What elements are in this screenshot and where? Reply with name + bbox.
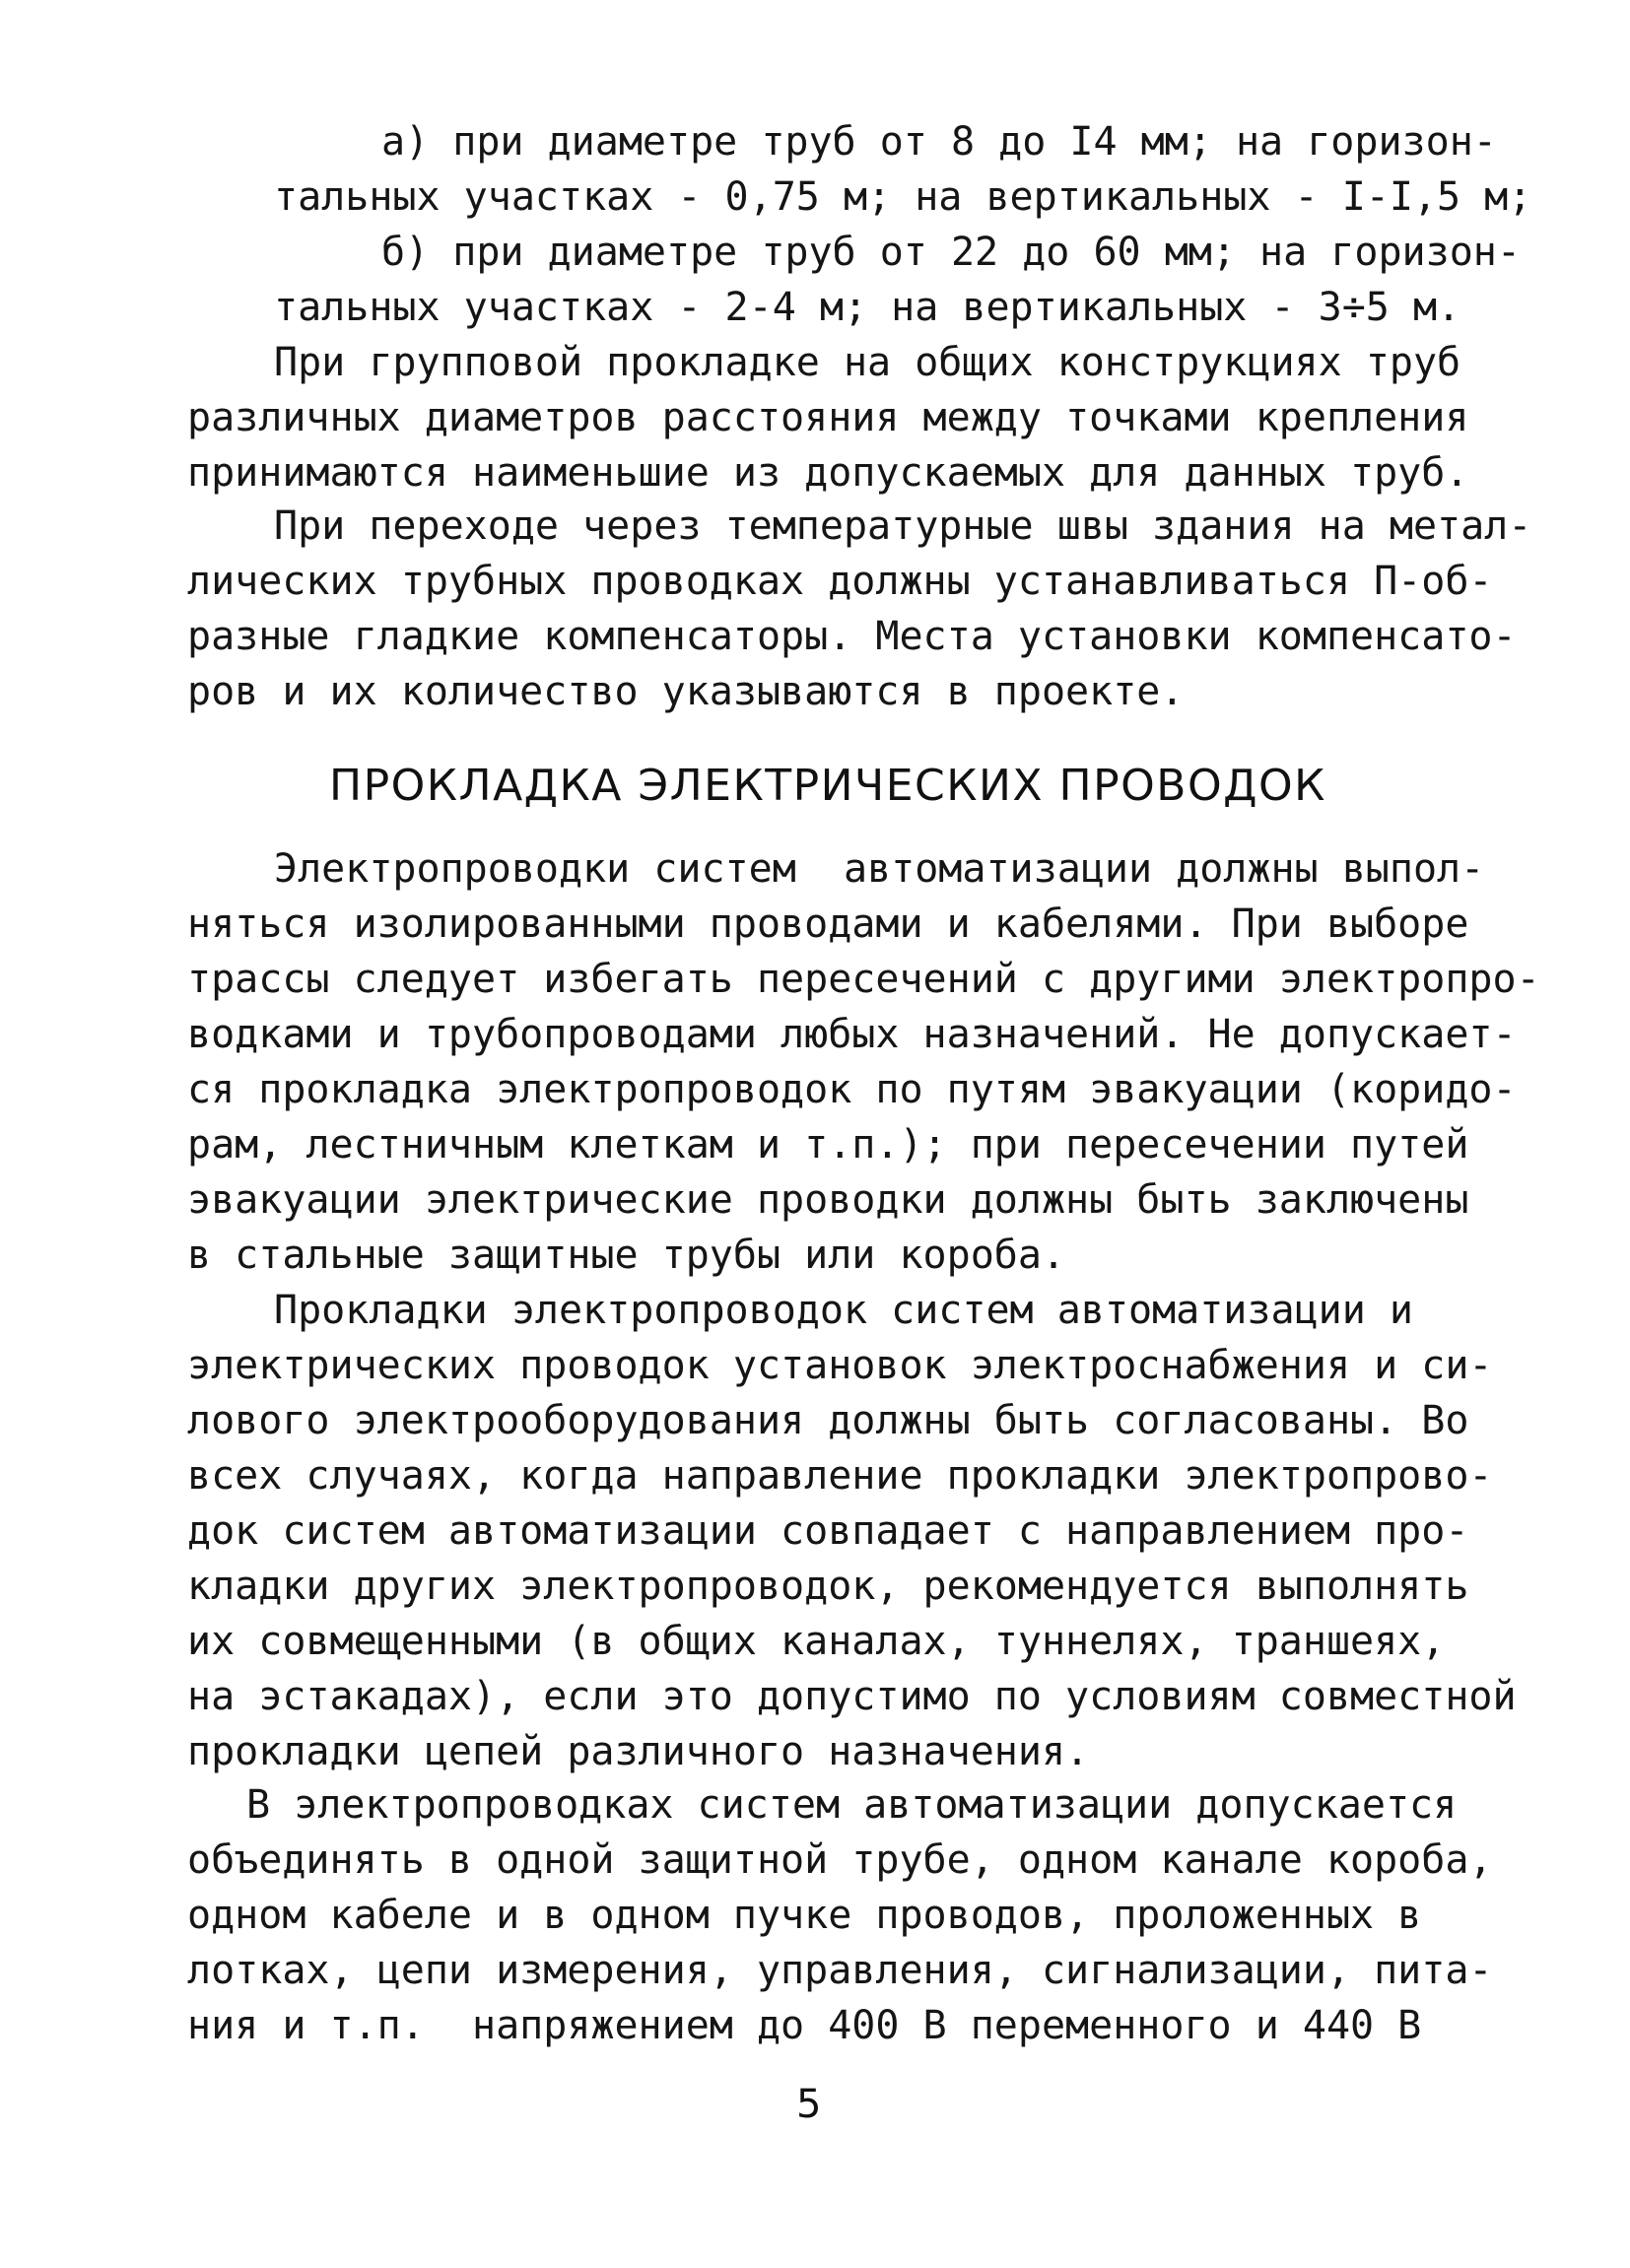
text-line: на эстакадах), если это допустимо по условиям совместной — [187, 1674, 1517, 1719]
page-number: 5 — [796, 2082, 822, 2127]
text-line: в стальные защитные трубы или короба. — [187, 1233, 1066, 1278]
text-line: кладки других электропроводок, рекомендуется выполнять — [187, 1564, 1469, 1609]
text-line: При групповой прокладке на общих конструкциях труб — [274, 340, 1461, 385]
text-line: При переходе через температурные швы здания на метал- — [274, 503, 1532, 549]
text-line: их совмещенными (в общих каналах, туннелях, траншеях, — [187, 1619, 1446, 1664]
text-line: различных диаметров расстояния между точками крепления — [187, 395, 1469, 440]
text-line: лических трубных проводках должны устанавливаться П-об- — [187, 559, 1493, 604]
text-line: лотках, цепи измерения, управления, сигнализации, пита- — [187, 1948, 1493, 1993]
section-heading: ПРОКЛАДКА ЭЛЕКТРИЧЕСКИХ ПРОВОДОК — [329, 761, 1326, 811]
text-line: эвакуации электрические проводки должны быть заключены — [187, 1177, 1469, 1223]
text-line: няться изолированными проводами и кабелями. При выборе — [187, 901, 1469, 947]
text-line: прокладки цепей различного назначения. — [187, 1729, 1090, 1774]
text-line: рам, лестничным клеткам и т.п.); при пересечении путей — [187, 1122, 1469, 1167]
text-line: водками и трубопроводами любых назначений. Не допускает- — [187, 1012, 1517, 1057]
text-line: тальных участках - 2-4 м; на вертикальных - 3÷5 м. — [274, 285, 1461, 330]
text-line: всех случаях, когда направление прокладки электропрово- — [187, 1453, 1493, 1499]
text-line: ся прокладка электропроводок по путям эвакуации (коридо- — [187, 1067, 1517, 1112]
text-line: тальных участках - 0,75 м; на вертикальных - I-I,5 м; — [274, 174, 1532, 220]
text-line: лового электрооборудования должны быть согласованы. Во — [187, 1398, 1469, 1443]
text-line: ния и т.п. напряжением до 400 В переменного и 440 В — [187, 2003, 1422, 2048]
text-line: одном кабеле и в одном пучке проводов, проложенных в — [187, 1893, 1422, 1938]
text-line: электрических проводок установок электроснабжения и си- — [187, 1343, 1493, 1388]
text-line: объединять в одной защитной трубе, одном канале короба, — [187, 1837, 1493, 1883]
text-line: б) при диаметре труб от 22 до 60 мм; на горизон- — [381, 230, 1521, 275]
text-line: Электропроводки систем автоматизации должны выпол- — [274, 846, 1485, 892]
text-line: разные гладкие компенсаторы. Места установки компенсато- — [187, 614, 1517, 659]
text-line: Прокладки электропроводок систем автоматизации и — [274, 1288, 1413, 1333]
text-line: док систем автоматизации совпадает с направлением про- — [187, 1508, 1469, 1554]
text-line: ров и их количество указываются в проекте. — [187, 669, 1185, 714]
text-line: трассы следует избегать пересечений с другими электропро- — [187, 957, 1540, 1002]
text-line: принимаются наименьшие из допускаемых для данных труб. — [187, 450, 1469, 496]
text-line: В электропроводках систем автоматизации допускается — [246, 1782, 1458, 1828]
text-line: а) при диаметре труб от 8 до I4 мм; на горизон- — [381, 119, 1497, 165]
